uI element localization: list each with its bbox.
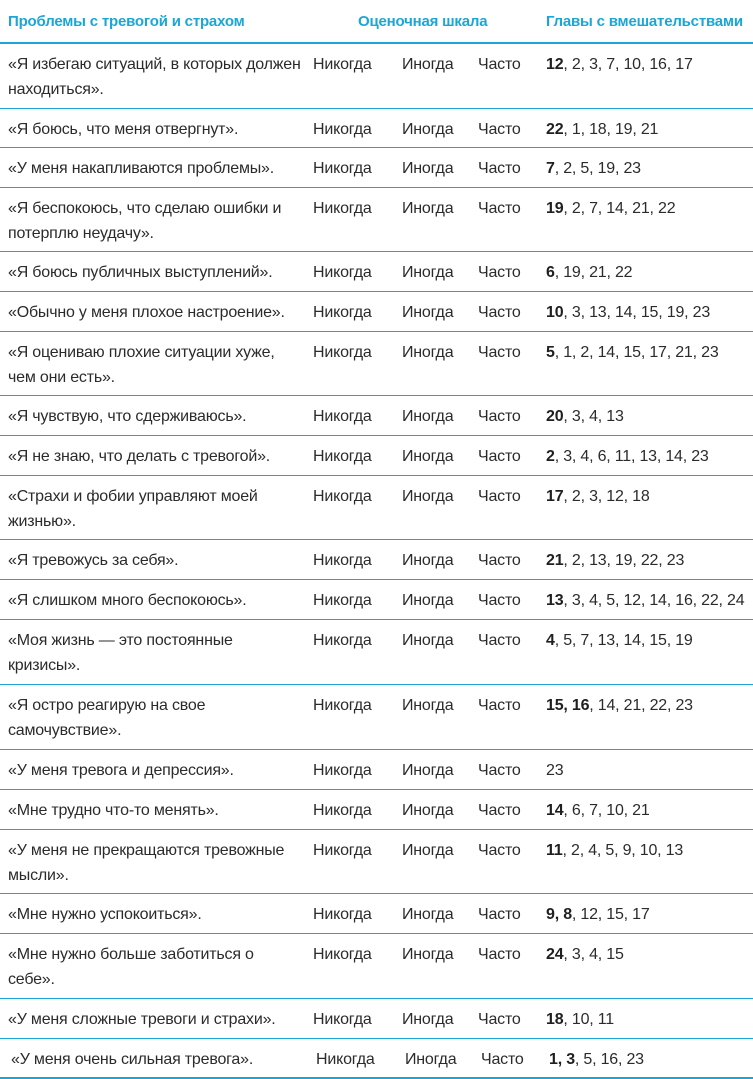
chapter-list [546,260,632,285]
primary-chapter: 9, 8 [546,906,572,923]
other-chapters: , 2, 3, 12, 18 [563,488,650,505]
chapter-list [549,1047,644,1072]
scale-often: Часто [478,552,521,569]
table-row [0,934,753,999]
scale-never: Никогда [313,1011,372,1028]
primary-chapter: 11 [546,842,563,859]
scale-often: Часто [481,1051,524,1068]
header-chapters: Главы с вмешательствами [546,13,743,30]
table-row [0,252,753,292]
problem-statement: «Я боюсь публичных выступлений». [8,264,273,281]
scale-never: Никогда [313,304,372,321]
table-row [0,540,753,580]
chapter-list [546,1007,614,1032]
problem-statement: «Мне трудно что-то менять». [8,802,219,819]
scale-never: Никогда [313,842,372,859]
scale-sometimes: Иногда [402,842,454,859]
table-row [0,292,753,332]
primary-chapter: 18 [546,1011,564,1028]
chapter-list [546,404,624,429]
chapter-list [546,196,675,221]
primary-chapter: 12 [546,56,564,73]
other-chapters: , 14, 21, 22, 23 [589,697,693,714]
problem-statement: «У меня не прекращаются тревожные мысли». [8,842,285,884]
problem-statement: «Я не знаю, что делать с тревогой». [8,448,271,465]
scale-sometimes: Иногда [402,56,454,73]
scale-sometimes: Иногда [402,802,454,819]
scale-often: Часто [478,121,521,138]
table-row [0,830,753,894]
scale-never: Никогда [313,552,372,569]
scale-sometimes: Иногда [402,160,454,177]
scale-never: Никогда [313,160,372,177]
other-chapters: , 2, 7, 14, 21, 22 [563,200,676,217]
problem-statement: «Я избегаю ситуаций, в которых должен находиться». [8,56,301,98]
scale-often: Часто [478,906,521,923]
other-chapters: , 2, 13, 19, 22, 23 [563,552,685,569]
other-chapters: , 2, 3, 7, 10, 16, 17 [563,56,693,73]
scale-sometimes: Иногда [402,552,454,569]
scale-never: Никогда [313,762,372,779]
problem-statement: «У меня сложные тревоги и страхи». [8,1011,276,1028]
primary-chapter: 10 [546,304,564,321]
scale-never: Никогда [313,408,372,425]
chapter-list [546,156,641,181]
table-row [0,894,753,934]
primary-chapter: 6 [546,264,555,281]
primary-chapter: 20 [546,408,564,425]
primary-chapter: 14 [546,802,564,819]
scale-never: Никогда [313,632,372,649]
other-chapters: , 19, 21, 22 [554,264,633,281]
other-chapters: , 5, 7, 13, 14, 15, 19 [554,632,693,649]
scale-often: Часто [478,946,521,963]
scale-never: Никогда [313,802,372,819]
scale-never: Никогда [313,488,372,505]
other-chapters: , 2, 4, 5, 9, 10, 13 [562,842,684,859]
scale-often: Часто [478,697,521,714]
table-row [0,790,753,830]
scale-often: Часто [478,762,521,779]
primary-chapter: 15, 16 [546,697,590,714]
table-row [0,1039,753,1079]
scale-sometimes: Иногда [402,632,454,649]
scale-often: Часто [478,200,521,217]
scale-sometimes: Иногда [402,592,454,609]
chapter-list [546,838,683,863]
scale-sometimes: Иногда [402,1011,454,1028]
problem-statement: «У меня тревога и депрессия». [8,762,234,779]
other-chapters: , 2, 5, 19, 23 [554,160,641,177]
primary-chapter: 22 [546,121,564,138]
scale-sometimes: Иногда [402,344,454,361]
chapter-list [546,52,693,77]
primary-chapter: 5 [546,344,555,361]
problem-statement: «Моя жизнь — это постоянные кризисы». [8,632,233,674]
chapter-list [546,300,710,325]
table-row [0,620,753,685]
scale-often: Часто [478,304,521,321]
scale-sometimes: Иногда [402,488,454,505]
chapter-list [546,902,650,927]
scale-never: Никогда [313,56,372,73]
scale-never: Никогда [313,121,372,138]
scale-often: Часто [478,842,521,859]
scale-never: Никогда [316,1051,375,1068]
problem-statement: «Я беспокоюсь, что сделаю ошибки и потерплю неудачу». [8,200,282,242]
problem-statement: «У меня накапливаются проблемы». [8,160,274,177]
other-chapters: , 3, 4, 5, 12, 14, 16, 22, 24 [563,592,745,609]
primary-chapter: 21 [546,552,564,569]
scale-often: Часто [478,802,521,819]
scale-sometimes: Иногда [402,264,454,281]
table-row [0,44,753,109]
header-scale: Оценочная шкала [358,13,488,30]
scale-often: Часто [478,344,521,361]
scale-often: Часто [478,592,521,609]
scale-sometimes: Иногда [402,304,454,321]
other-chapters: , 6, 7, 10, 21 [563,802,650,819]
chapter-list [546,444,709,469]
scale-never: Никогда [313,264,372,281]
scale-often: Часто [478,160,521,177]
scale-never: Никогда [313,697,372,714]
scale-never: Никогда [313,200,372,217]
scale-never: Никогда [313,344,372,361]
table-row [0,109,753,148]
scale-sometimes: Иногда [402,946,454,963]
table-row [0,750,753,790]
other-chapters: , 3, 4, 15 [563,946,624,963]
table-row [0,396,753,436]
scale-sometimes: Иногда [402,906,454,923]
scale-often: Часто [478,448,521,465]
chapter-list [546,588,744,613]
problem-statement: «Я тревожусь за себя». [8,552,179,569]
problem-statement: «Страхи и фобии управляют моей жизнью». [8,488,258,530]
scale-often: Часто [478,264,521,281]
chapter-list [546,693,693,718]
primary-chapter: 4 [546,632,555,649]
chapter-list [546,548,684,573]
problem-statement: «У меня очень сильная тревога». [11,1051,254,1068]
other-chapters: , 1, 2, 14, 15, 17, 21, 23 [554,344,719,361]
problem-statement: «Я чувствую, что сдерживаюсь». [8,408,247,425]
chapter-list [546,340,719,365]
problem-statement: «Мне нужно больше заботиться о себе». [8,946,254,988]
table-row [0,685,753,750]
other-chapters: , 1, 18, 19, 21 [563,121,659,138]
problem-statement: «Я остро реагирую на свое самочувствие». [8,697,206,739]
scale-sometimes: Иногда [402,121,454,138]
primary-chapter: 1, 3 [549,1051,575,1068]
problem-statement: «Я слишком много беспокоюсь». [8,592,247,609]
scale-sometimes: Иногда [402,448,454,465]
scale-never: Никогда [313,906,372,923]
scale-sometimes: Иногда [402,408,454,425]
chapter-list [546,117,658,142]
chapter-list [546,484,650,509]
primary-chapter: 17 [546,488,564,505]
scale-often: Часто [478,632,521,649]
table-row [0,999,753,1039]
problem-statement: «Мне нужно успокоиться». [8,906,202,923]
other-chapters: , 10, 11 [563,1011,614,1028]
other-chapters: , 3, 4, 6, 11, 13, 14, 23 [554,448,709,465]
primary-chapter: 24 [546,946,564,963]
other-chapters: 23 [546,762,564,779]
other-chapters: , 3, 13, 14, 15, 19, 23 [563,304,711,321]
scale-never: Никогда [313,592,372,609]
scale-sometimes: Иногда [402,200,454,217]
scale-never: Никогда [313,946,372,963]
table-header [0,0,753,44]
primary-chapter: 2 [546,448,555,465]
scale-never: Никогда [313,448,372,465]
scale-sometimes: Иногда [402,697,454,714]
other-chapters: , 3, 4, 13 [563,408,624,425]
scale-sometimes: Иногда [405,1051,457,1068]
chapter-list [546,628,693,653]
scale-sometimes: Иногда [402,762,454,779]
scale-often: Часто [478,56,521,73]
primary-chapter: 19 [546,200,564,217]
problem-statement: «Обычно у меня плохое настроение». [8,304,285,321]
table-row [0,476,753,540]
primary-chapter: 13 [546,592,564,609]
scale-often: Часто [478,1011,521,1028]
table-row [0,188,753,252]
table-row [0,332,753,396]
table-row [0,148,753,188]
scale-often: Часто [478,408,521,425]
problem-statement: «Я боюсь, что меня отвергнут». [8,121,239,138]
primary-chapter: 7 [546,160,555,177]
other-chapters: , 5, 16, 23 [574,1051,644,1068]
chapter-list [546,798,650,823]
other-chapters: , 12, 15, 17 [571,906,650,923]
chapter-list [546,942,624,967]
chapter-list [546,758,563,783]
problem-statement: «Я оцениваю плохие ситуации хуже, чем они есть». [8,344,275,386]
scale-often: Часто [478,488,521,505]
table-row [0,436,753,476]
header-problems: Проблемы с тревогой и страхом [8,13,245,30]
table-row [0,580,753,620]
